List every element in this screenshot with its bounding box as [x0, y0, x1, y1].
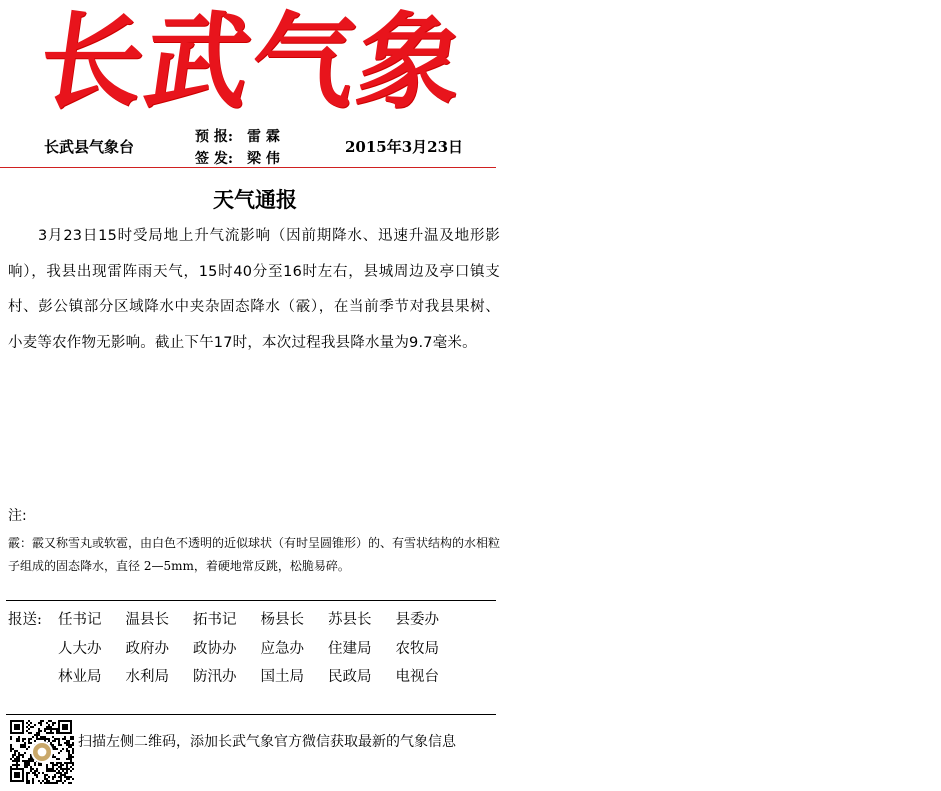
qr-caption: 扫描左侧二维码，添加长武气象官方微信获取最新的气象信息 — [78, 734, 456, 750]
recipient-item: 任书记 — [58, 612, 102, 628]
recipient-item: 林业局 — [58, 669, 102, 685]
recipient-item: 国土局 — [260, 669, 304, 685]
forecaster-name: 雷 霖 — [247, 129, 280, 145]
recipient-item: 住建局 — [328, 640, 372, 657]
bulletin-title: 天气通报 — [213, 188, 297, 212]
distribution-label: 报送: — [8, 612, 42, 628]
recipient-item: 温县长 — [125, 612, 169, 628]
issuing-organization: 长武县气象台 — [44, 138, 135, 156]
note-heading: 注: — [8, 508, 27, 524]
recipient-item: 政协办 — [193, 640, 237, 657]
bulletin-body: 3月23日15时受局地上升气流影响（因前期降水、迅速升温及地形影响），我县出现雷阵雨天气，15时40分至16时左右，县城周边及亭口镇支村、彭公镇部分区域降水中夹杂固态降水（霰），在当前季节对我县果树、小麦等农作物无影响。截止下午17时，本次过程我县降水量为9.7毫米。 — [8, 228, 500, 351]
masthead — [31, 0, 473, 123]
header-row — [0, 126, 500, 170]
recipient-item: 民政局 — [328, 669, 372, 685]
recipient-item: 县委办 — [395, 612, 439, 628]
masthead-title: 长武气象 — [31, 0, 473, 123]
recipient-item: 电视台 — [395, 669, 439, 685]
recipient-item: 杨县长 — [260, 612, 304, 628]
distribution-bottom-rule — [6, 714, 496, 715]
signer-name: 梁 伟 — [247, 151, 280, 167]
note-text: 霰：霰又称雪丸或软雹，由白色不透明的近似球状（有时呈圆锥形）的、有雪状结构的水相粒子组成的固态降水，直径 2—5mm，着硬地常反跳，松脆易碎。 — [8, 536, 501, 573]
recipient-item: 苏县长 — [328, 612, 372, 628]
recipient-item: 农牧局 — [395, 640, 439, 657]
recipient-item: 拓书记 — [193, 612, 237, 628]
recipient-grid — [58, 606, 463, 692]
signers-block — [195, 126, 280, 170]
forecaster-line — [195, 126, 280, 148]
signoff-label: 签 发: — [195, 151, 234, 167]
forecaster-label: 预 报: — [195, 129, 234, 145]
recipient-item: 防汛办 — [193, 669, 237, 685]
distribution-top-rule — [6, 600, 496, 601]
recipient-item: 人大办 — [58, 640, 102, 657]
issue-date: 2015年3月23日 — [345, 138, 464, 156]
header-divider — [0, 167, 496, 168]
recipient-item: 政府办 — [125, 640, 169, 657]
qr-code-icon — [10, 720, 74, 784]
recipient-item: 应急办 — [260, 640, 304, 657]
recipient-item: 水利局 — [125, 669, 169, 685]
